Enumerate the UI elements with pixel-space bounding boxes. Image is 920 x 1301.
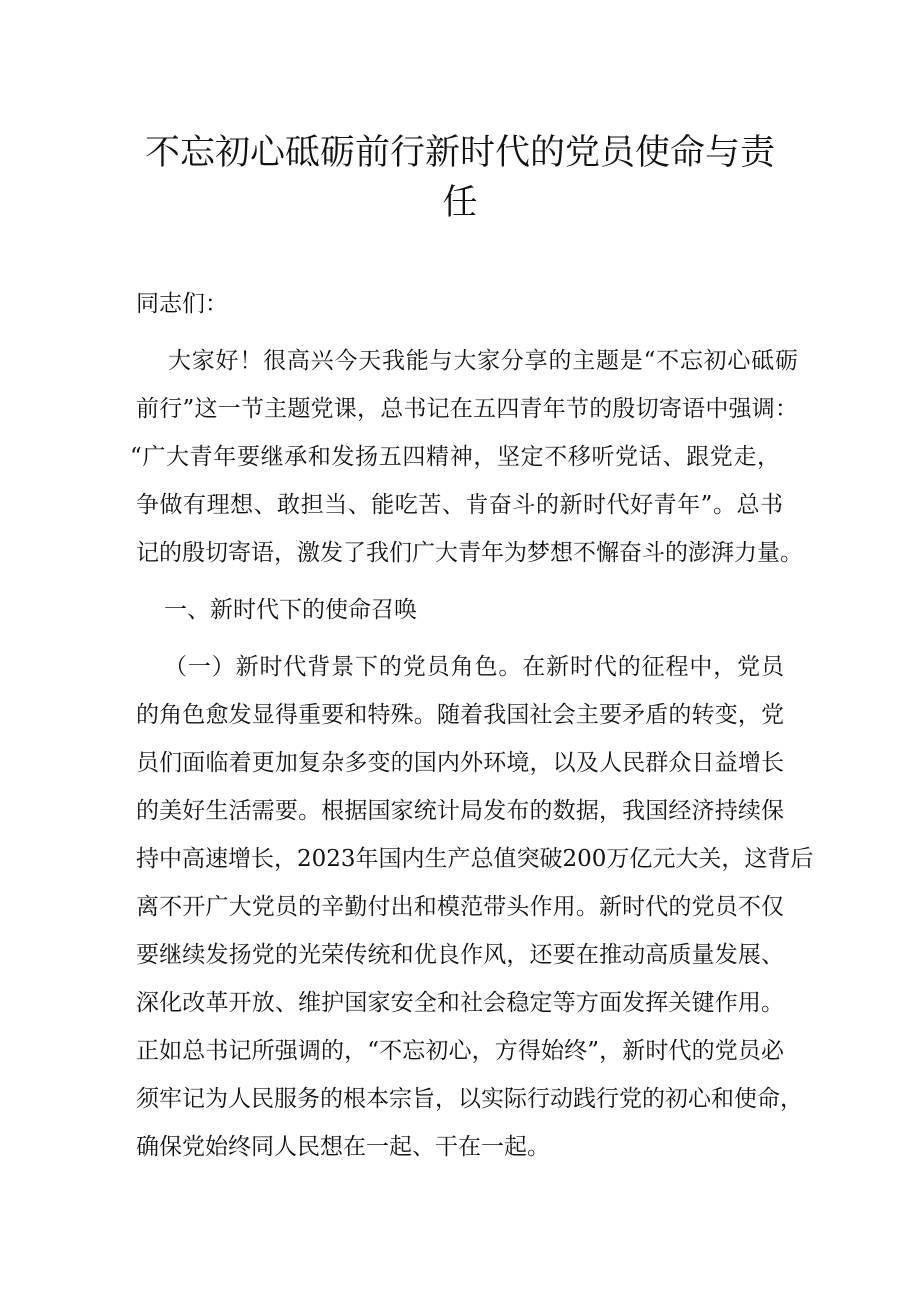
paragraph-2-line-3: 员们面临着更加复杂多变的国内外环境，以及人民群众日益增长 xyxy=(136,750,784,776)
paragraph-1-line-4: 争做有理想、敢担当、能吃苦、肯奋斗的新时代好青年”。总书 xyxy=(136,492,783,518)
paragraph-1-line-3: “广大青年要继承和发扬五四精神，坚定不移听党话、跟党走， xyxy=(130,444,780,470)
paragraph-2-line-1: （一）新时代背景下的党员角色。在新时代的征程中，党员 xyxy=(164,654,784,680)
paragraph-2-line-10: 须牢记为人民服务的根本宗旨，以实际行动践行党的初心和使命， xyxy=(136,1086,803,1112)
paragraph-2-line-5: 持中高速增长，2023年国内生产总值突破200万亿元大关，这背后 xyxy=(136,846,814,872)
paragraph-2-line-8: 深化改革开放、维护国家安全和社会稳定等方面发挥关键作用。 xyxy=(136,990,784,1016)
paragraph-2-line-4: 的美好生活需要。根据国家统计局发布的数据，我国经济持续保 xyxy=(136,798,784,824)
paragraph-2-line-6: 离不开广大党员的辛勤付出和模范带头作用。新时代的党员不仅 xyxy=(136,894,784,920)
salutation: 同志们： xyxy=(136,291,228,317)
section-heading-1: 一、新时代下的使命召唤 xyxy=(164,597,417,623)
paragraph-2-line-9: 正如总书记所强调的，“不忘初心，方得始终”，新时代的党员必 xyxy=(136,1038,784,1064)
document-title-line-2: 任 xyxy=(442,183,478,223)
paragraph-1-line-5: 记的殷切寄语，激发了我们广大青年为梦想不懈奋斗的澎湃力量。 xyxy=(136,540,803,566)
paragraph-1-line-2: 前行”这一节主题党课，总书记在五四青年节的殷切寄语中强调： xyxy=(136,396,798,422)
paragraph-2-line-7: 要继续发扬党的光荣传统和优良作风，还要在推动高质量发展、 xyxy=(136,942,784,968)
paragraph-1-line-1: 大家好！很高兴今天我能与大家分享的主题是“不忘初心砥砺 xyxy=(168,348,798,374)
paragraph-2-line-11: 确保党始终同人民想在一起、干在一起。 xyxy=(136,1134,550,1160)
paragraph-2-line-2: 的角色愈发显得重要和特殊。随着我国社会主要矛盾的转变，党 xyxy=(136,702,784,728)
document-title-line-1: 不忘初心砥砺前行新时代的党员使命与责 xyxy=(144,133,775,173)
